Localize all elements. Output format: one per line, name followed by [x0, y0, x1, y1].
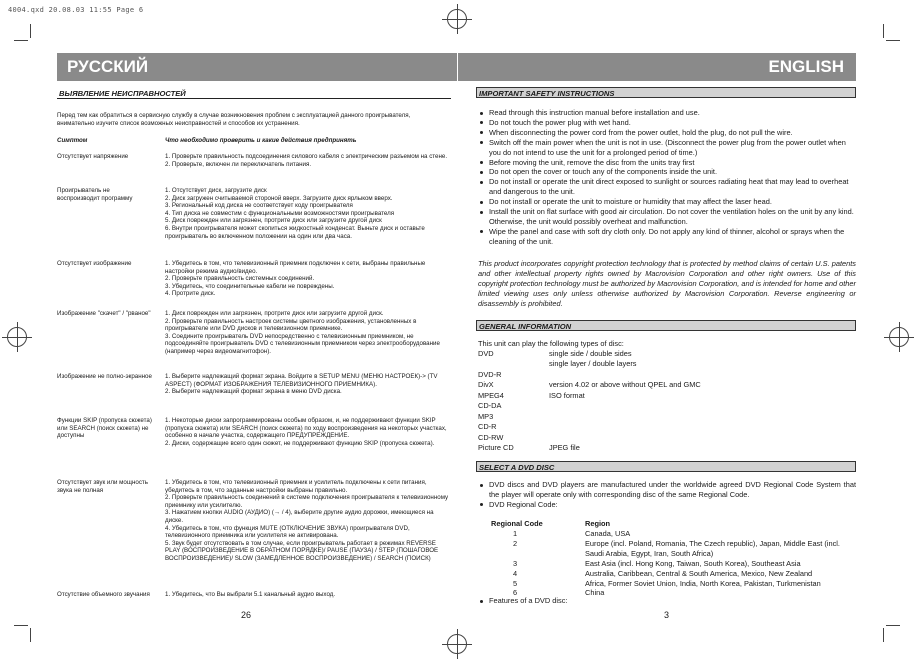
- region-code-cell: 4: [513, 569, 518, 578]
- crop-mark: [883, 628, 884, 642]
- disc-type: CD-R: [478, 422, 497, 432]
- fix-column-header: Что необходимо проверить и какие действия предпринять: [165, 137, 357, 144]
- symptom-cell: Отсутствует звук или мощность звука не полная: [57, 479, 148, 494]
- symptom-cell: Изображение "скачет" / "рваное": [57, 310, 151, 317]
- crop-mark: [886, 625, 900, 626]
- registration-mark: [7, 327, 27, 347]
- region-name-cell: China: [585, 588, 605, 597]
- fix-cell: 1. Некоторые диски запрограммированы особым образом, и, не поддерживают функции SKIP (пропуска сюжета) или SEARCH (поиск сюжета) по ходу воспроизведения на некоторых участках, особенно в начале участка, содержащего ПРЕДУПРЕЖДЕНИЕ. 2. Диски, содержащие всего один сюжет, не поддерживают функцию SKIP (пропуска сюжета).: [165, 417, 447, 447]
- registration-mark: [889, 327, 909, 347]
- copyright-notice: This product incorporates copyright protection technology that is protected by method claims of certain U.S. patents and other intellectual property rights owned by Macrovision Corporation and other right owners. Use of this copyright protection technology must be authorized by Macrovision Corporation, and is intended for home and other limited viewing uses only unless otherwise authorized by Macrovision Corporation. Reverse engineering or disassembly is prohibited.: [478, 259, 856, 308]
- region-name-cell: East Asia (incl. Hong Kong, Taiwan, South Korea), Southeast Asia: [585, 559, 801, 568]
- disc-type: CD-DA: [478, 401, 502, 411]
- safety-item: Do not install or operate the unit to moisture or humidity that may affect the laser head.: [478, 197, 856, 207]
- region-code-cell: 1: [513, 529, 518, 538]
- safety-item: Read through this instruction manual before installation and use.: [478, 108, 856, 118]
- page-number-right: 3: [664, 610, 670, 620]
- symptom-cell: Отсутствует изображение: [57, 260, 132, 267]
- registration-mark: [447, 634, 467, 654]
- region-code-cell: 5: [513, 579, 518, 588]
- troubleshooting-heading: ВЫЯВЛЕНИЕ НЕИСПРАВНОСТЕЙ: [57, 88, 451, 99]
- region-code-cell: 6: [513, 588, 518, 597]
- fix-cell: 1. Диск поврежден или загрязнен, протрите диск или загрузите другой диск. 2. Проверьте правильность настроек системы цветного изображения, установленных в проигрывателе или DVD дисков и телевизионном приемнике. 3. Соедините проигрыватель DVD непосредственно с телевизионным приемником, не подсоединяйте проигрыватель DVD с телевизионным приемником через электрооборудование (например через видеомагнитофон).: [165, 310, 440, 355]
- symptom-cell: Отсутствие объемного звучания: [57, 591, 150, 598]
- disc-type: DVD: [478, 349, 494, 358]
- region-column-header: Region: [585, 519, 611, 528]
- symptom-column-header: Симптом: [57, 137, 88, 144]
- disc-type: CD-RW: [478, 432, 504, 442]
- disc-type-note: ISO format: [549, 390, 585, 400]
- safety-item: Wipe the panel and case with soft dry cloth only. Do not apply any kind of thinner, alcohol or sprays when the cleaning of the unit.: [478, 227, 856, 247]
- region-code-cell: 3: [513, 559, 518, 568]
- safety-item: Do not touch the power plug with wet hand.: [478, 118, 856, 128]
- print-slug: 4004.qxd 20.08.03 11:55 Page 6: [8, 6, 144, 14]
- registration-mark: [447, 9, 467, 29]
- page-number-left: 26: [241, 610, 252, 620]
- crop-mark: [883, 24, 884, 38]
- safety-item: Do not open the cover or touch any of the components inside the unit.: [478, 167, 856, 177]
- fix-cell: 1. Выберите надлежащий формат экрана. Войдите в SETUP MENU (МЕНЮ НАСТРОЕК)-> (TV ASPECT) (ФОРМАТ ИЗОБРАЖЕНИЯ ТЕЛЕВИЗИОННОГО ПРИЕМНИКА). 2. Выберите надлежащий формат экрана в меню DVD диска.: [165, 373, 438, 396]
- safety-heading: IMPORTANT SAFETY INSTRUCTIONS: [476, 87, 856, 98]
- fix-cell: 1. Убедитесь в том, что телевизионный приемник и усилитель подключены к сети питания, убедитесь в том, что заданные настройки выбраны правильно. 2. Проверьте правильность соединений в системе подключения проигрывателя к телевизионному приемнику или усилителю. 3. Нажатием кнопки AUDIO (АУДИО) (→ / 4), выберите другие аудио дорожки, имеющиеся на диске. 4. Убедитесь в том, что функция MUTE (ОТКЛЮЧЕНИЕ ЗВУКА) проигрывателя DVD, телевизионного приемника или усилителя не активирована. 5. Звук будет отсутствовать в том случае, если проигрыватель работает в режимах REVERSE PLAY (ВОСПРОИЗВЕДЕНИЕ В ОБРАТНОМ ПОРЯДКЕ)/ PAUSE (ПАУЗА) / STEP (ПОШАГОВОЕ ВОСПРОИЗВЕДЕНИЕ)/ SLOW (ЗАМЕДЛЕННОЕ ВОСПРОИЗВЕДЕНИЕ) / SEARCH (ПОИСК): [165, 479, 449, 562]
- troubleshooting-intro: Перед тем как обратиться в сервисную службу в случае возникновения проблем с эксплуатацией данного проигрывателя, внимательно изучите список возможных неисправностей и способов их устранения.: [57, 112, 411, 127]
- safety-list: [478, 108, 856, 247]
- select-dvd-item: DVD discs and DVD players are manufactured under the worldwide agreed DVD Regional Code System that the player will operate only with corresponding disc of the same Regional Code.: [478, 480, 856, 500]
- safety-item: Before moving the unit, remove the disc from the units tray first: [478, 158, 856, 168]
- select-dvd-item: DVD Regional Code:: [478, 500, 856, 510]
- safety-item: Do not install or operate the unit direct exposed to sunlight or sources radiating heat that may lead to overheat and dangerous to the unit.: [478, 177, 856, 197]
- crop-mark: [14, 40, 28, 41]
- disc-type: DVD-R: [478, 369, 502, 379]
- disc-type-note: version 4.02 or above without QPEL and GMC: [549, 380, 701, 390]
- fix-cell: 1. Убедитесь в том, что телевизионный приемник подключен к сети, выбраны правильные настройки режима аудио/видео. 2. Проверьте правильность системных соединений. 3. Убедитесь, что соединительные кабели не повреждены. 4. Протрите диск.: [165, 260, 426, 298]
- general-info-intro: This unit can play the following types of disc:: [478, 339, 624, 348]
- symptom-cell: Изображение не полно-экранное: [57, 373, 152, 380]
- symptom-cell: Проигрыватель не воспроизводит программу: [57, 187, 133, 202]
- features-bullet: Features of a DVD disc:: [478, 596, 856, 606]
- disc-type-note: JPEG file: [549, 443, 580, 453]
- safety-item: Switch off the main power when the unit is not in use. (Disconnect the power plug from the power outlet when you do not intend to use the unit for a prolonged period of time.): [478, 138, 856, 158]
- russian-banner: РУССКИЙ: [57, 53, 457, 81]
- general-info-heading: GENERAL INFORMATION: [476, 320, 856, 331]
- disc-type: Picture CD: [478, 443, 514, 453]
- safety-item: When disconnecting the power cord from the power outlet, hold the plug, do not pull the wire.: [478, 128, 856, 138]
- disc-type-note: single layer / double layers: [549, 359, 637, 369]
- fix-cell: 1. Проверьте правильность подсоединения силового кабеля с электрическим разъемом на стене. 2. Проверьте, включен ли переключатель питания.: [165, 153, 448, 168]
- region-name-cell: Canada, USA: [585, 529, 631, 538]
- disc-type-note: single side / double sides: [549, 349, 632, 358]
- features-item: [478, 596, 856, 606]
- regional-code-column-header: Regional Code: [491, 519, 543, 528]
- region-name-cell: Africa, Former Soviet Union, India, North Korea, Pakistan, Turkmenistan: [585, 579, 821, 588]
- region-name-cell: Europe (incl. Poland, Romania, The Czech republic), Japan, Middle East (incl. Saudi Arabia, Egypt, Iran, South Africa): [585, 539, 840, 558]
- crop-mark: [14, 625, 28, 626]
- english-banner: ENGLISH: [458, 53, 856, 81]
- symptom-cell: Функции SKIP (пропуска сюжета) или SEARCH (поиск сюжета) не доступны: [57, 417, 152, 440]
- disc-type: MP3: [478, 411, 494, 421]
- safety-item: Install the unit on flat surface with good air circulation. Do not cover the ventilation holes on the unit by any kind. Otherwise, the unit would possibly overheat and malfunction.: [478, 207, 856, 227]
- fix-cell: 1. Убедитесь, что Вы выбрали 5.1 канальный аудио выход.: [165, 591, 336, 598]
- crop-mark: [886, 40, 900, 41]
- symptom-cell: Отсутствует напряжение: [57, 153, 129, 160]
- crop-mark: [30, 24, 31, 38]
- select-dvd-heading: SELECT A DVD DISC: [476, 461, 856, 472]
- fix-cell: 1. Отсутствует диск, загрузите диск 2. Диск загружен считываемой стороной вверх. Загрузите диск ярлыком вверх. 3. Региональный код диска не соответствует коду проигрывателя 4. Тип диска не совместим с функциональными возможностями проигрывателя 5. Диск поврежден или загрязнен, протрите диск или загрузите другой диск 6. Внутри проигрывателя может скопиться жидкостный конденсат. Выньте диск и оставьте проигрыватель во включенном положении на один или два часа.: [165, 187, 425, 240]
- select-dvd-list: [478, 480, 856, 510]
- region-code-cell: 2: [513, 539, 518, 548]
- crop-mark: [30, 628, 31, 642]
- region-name-cell: Australia, Caribbean, Central & South America, Mexico, New Zealand: [585, 569, 813, 578]
- disc-type: MPEG4: [478, 390, 504, 400]
- disc-type: DivX: [478, 380, 494, 390]
